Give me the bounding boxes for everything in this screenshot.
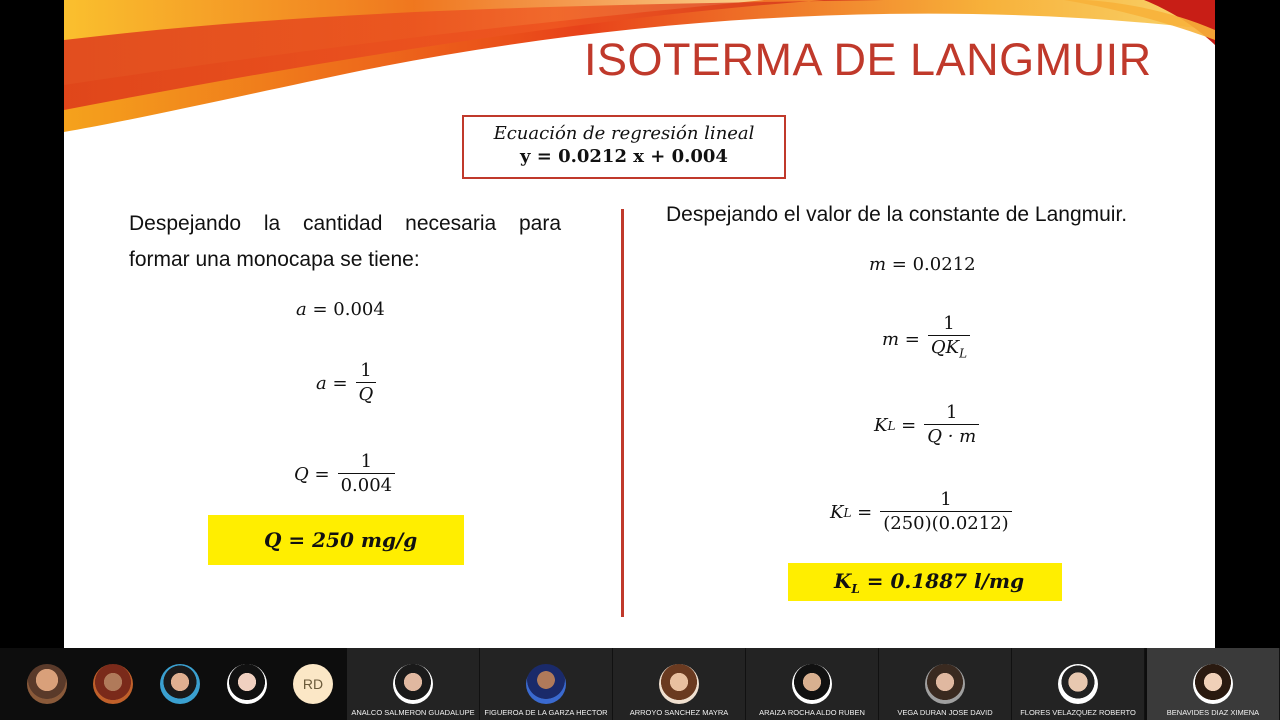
eq-lhs: a (296, 299, 307, 320)
left-paragraph-line2: formar una monocapa se tiene: (129, 248, 420, 271)
regression-caption: Ecuación de regresión lineal (493, 123, 755, 144)
participant-tile-active-speaker[interactable] (1147, 648, 1280, 720)
denominator-text: Q · m (927, 426, 977, 447)
result-kl-rest: = 0.1887 l/mg (859, 568, 1025, 593)
numerator: 1 (943, 313, 955, 334)
result-kl (834, 569, 1024, 596)
eq-lhs-sub: L (843, 505, 852, 520)
eq-rhs: 0.0212 (912, 254, 976, 275)
participant-name: VEGA DURAN JOSE DAVID (897, 708, 993, 717)
participant-avatar[interactable] (160, 664, 200, 704)
participant-tile[interactable] (1012, 648, 1145, 720)
result-q: Q = 250 mg/g (264, 528, 418, 552)
numerator: 1 (946, 402, 958, 423)
numerator: 1 (940, 489, 952, 510)
result-kl-highlight (788, 563, 1062, 601)
eq-lhs: m (882, 328, 900, 350)
numerator: 1 (360, 451, 373, 472)
participant-photo (925, 664, 965, 704)
eq-lhs-main: K (830, 502, 844, 523)
participant-avatar[interactable] (27, 664, 67, 704)
participant-tile[interactable] (879, 648, 1012, 720)
denominator: 0.004 (338, 473, 396, 498)
participant-tile[interactable] (613, 648, 746, 720)
left-paragraph (129, 206, 561, 278)
participant-photo (1193, 664, 1233, 704)
equation-m-value: m = 0.0212 (869, 254, 976, 275)
denominator-text: Q (358, 384, 374, 405)
participant-avatar[interactable] (93, 664, 133, 704)
eq-lhs: Q (294, 464, 309, 485)
participant-tile[interactable] (480, 648, 613, 720)
participant-photo (393, 664, 433, 704)
participant-name: FLORES VELAZQUEZ ROBERTO (1020, 708, 1136, 717)
denominator: (250)(0.0212) (880, 511, 1011, 536)
equation-m-fraction: m = $\frac{1}{QK_L}$ (882, 313, 970, 366)
participant-photo (792, 664, 832, 704)
left-paragraph-line1: Despejando la cantidad necesaria para (129, 212, 561, 235)
right-paragraph: Despejando el valor de la constante de Langmuir. (666, 203, 1128, 226)
result-kl-sub: L (851, 581, 860, 596)
fraction (880, 489, 1011, 536)
equation-kl-fraction: K L = $\frac{1}{Q \cdot m}$ (874, 402, 979, 449)
eq-lhs-sub: L (887, 418, 896, 433)
fraction (928, 313, 970, 366)
column-divider (621, 209, 624, 617)
equation-a-fraction: a = $\frac{1}{Q}$ (316, 360, 376, 407)
participant-name: BENAVIDES DIAZ XIMENA (1166, 708, 1260, 717)
denominator-main: QK (930, 337, 960, 358)
eq-lhs: m (869, 254, 887, 275)
denominator-sub: L (959, 346, 968, 361)
participant-name: ANALCO SALMERON GUADALUPE (351, 708, 475, 717)
denominator (356, 382, 377, 407)
participant-name: ARROYO SANCHEZ MAYRA (629, 708, 729, 717)
regression-formula: y = 0.0212 x + 0.004 (520, 146, 728, 167)
participant-avatar[interactable] (227, 664, 267, 704)
equation-a-value: a = 0.004 (296, 299, 385, 320)
presentation-slide (64, 0, 1215, 648)
participant-name: FIGUEROA DE LA GARZA HECTOR (484, 708, 608, 717)
eq-lhs-main: K (874, 415, 888, 436)
eq-rhs: 0.004 (333, 299, 385, 320)
participant-name: ARAIZA ROCHA ALDO RUBEN (759, 708, 865, 717)
participant-photo (1058, 664, 1098, 704)
denominator (924, 424, 979, 449)
participant-tile[interactable] (347, 648, 480, 720)
participant-photo (526, 664, 566, 704)
fraction (924, 402, 979, 449)
equation-kl-substituted: K L = $\frac{1}{(250)(0.0212)}$ (830, 489, 1012, 536)
participant-initials-avatar[interactable]: RD (293, 664, 333, 704)
numerator: 1 (360, 360, 372, 381)
denominator (928, 335, 970, 366)
fraction (338, 451, 396, 498)
result-q-highlight (208, 515, 464, 565)
result-kl-main: K (834, 568, 852, 593)
equation-q-fraction: Q = $\frac{1}{0.004}$ (294, 451, 395, 498)
regression-equation-box (462, 115, 786, 179)
eq-lhs: a (316, 373, 327, 394)
participant-photo (659, 664, 699, 704)
slide-title: ISOTERMA DE LANGMUIR (584, 34, 1152, 85)
participant-tile[interactable] (746, 648, 879, 720)
fraction (356, 360, 377, 407)
